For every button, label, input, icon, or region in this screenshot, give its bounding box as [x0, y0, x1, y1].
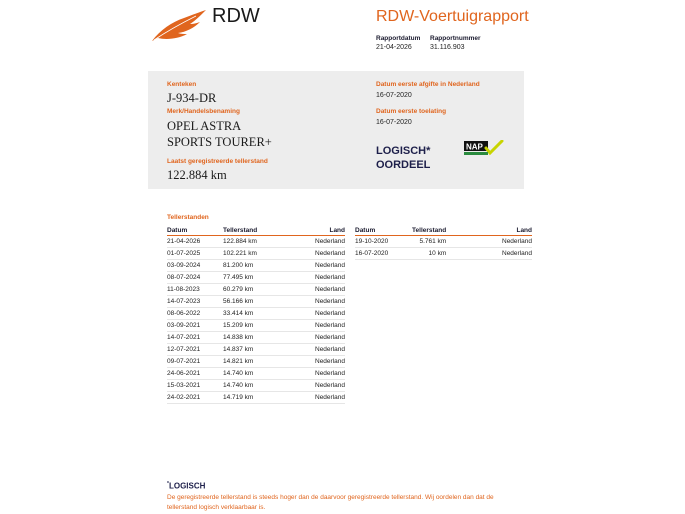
first-nl-label: Datum eerste afgifte in Nederland	[376, 81, 480, 88]
nap-check-icon	[464, 140, 504, 156]
reading-date: 14-07-2021	[167, 332, 223, 344]
reading-date: 16-07-2020	[355, 248, 412, 260]
reading-km: 14.837 km	[223, 344, 279, 356]
reading-date: 12-07-2021	[167, 344, 223, 356]
report-date: 21-04-2026	[376, 44, 412, 51]
reading-date: 08-07-2024	[167, 272, 223, 284]
table-row	[167, 332, 345, 344]
table-row	[167, 296, 345, 308]
reading-km: 60.279 km	[223, 284, 279, 296]
reading-country: Nederland	[446, 236, 532, 248]
reading-km: 102.221 km	[223, 248, 279, 260]
reading-km: 5.761 km	[412, 236, 446, 248]
reading-country: Nederland	[279, 236, 345, 248]
reading-date: 19-10-2020	[355, 236, 412, 248]
license-plate: J-934-DR	[167, 91, 217, 105]
reading-date: 21-04-2026	[167, 236, 223, 248]
footnote-text: De geregistreerde tellerstand is steeds hoger dan de daarvoor geregistreerde tellerstand. Wij oordelen dan dat de tellerstand logisch verklaarbaar is.	[167, 494, 494, 511]
reading-country: Nederland	[446, 248, 532, 260]
reading-country: Nederland	[279, 320, 345, 332]
col-country-header: Land	[446, 226, 532, 236]
table-row	[167, 368, 345, 380]
reading-date: 15-03-2021	[167, 380, 223, 392]
table-row	[355, 248, 532, 260]
reading-date: 01-07-2025	[167, 248, 223, 260]
reading-date: 03-09-2021	[167, 320, 223, 332]
reading-km: 14.821 km	[223, 356, 279, 368]
odometer-label: Laatst geregistreerde tellerstand	[167, 158, 268, 165]
reading-km: 14.838 km	[223, 332, 279, 344]
reading-country: Nederland	[279, 380, 345, 392]
reading-country: Nederland	[279, 356, 345, 368]
table-header-row	[167, 226, 345, 236]
reading-country: Nederland	[279, 284, 345, 296]
reading-country: Nederland	[279, 308, 345, 320]
reading-date: 11-08-2023	[167, 284, 223, 296]
reading-date: 08-06-2022	[167, 308, 223, 320]
verdict-line-2: OORDEEL	[376, 159, 431, 171]
reading-km: 14.719 km	[223, 392, 279, 404]
table-row	[167, 272, 345, 284]
col-km-header: Tellerstand	[412, 227, 447, 234]
verdict	[376, 144, 430, 172]
make-line-1: OPEL ASTRA	[167, 119, 242, 133]
reading-km: 14.740 km	[223, 380, 279, 392]
rdw-logo-icon	[150, 8, 208, 44]
first-admission-label: Datum eerste toelating	[376, 108, 447, 115]
col-date-header: Datum	[167, 226, 223, 236]
reading-km: 14.740 km	[223, 368, 279, 380]
plate-label: Kenteken	[167, 81, 197, 88]
table-header-row	[355, 226, 532, 236]
table-row	[167, 320, 345, 332]
brand-name: RDW	[212, 5, 260, 27]
report-number: 31.116.903	[430, 44, 465, 51]
table-row	[167, 260, 345, 272]
report-date-label: Rapportdatum	[376, 35, 421, 42]
report-title: RDW-Voertuigrapport	[376, 8, 529, 25]
reading-km: 15.209 km	[223, 320, 279, 332]
table-row	[167, 308, 345, 320]
reading-km: 77.495 km	[223, 272, 279, 284]
table-row	[167, 356, 345, 368]
readings-table-right	[355, 226, 532, 260]
readings-table-left	[167, 226, 345, 404]
table-row	[167, 236, 345, 248]
table-row	[355, 236, 532, 248]
reading-date: 24-06-2021	[167, 368, 223, 380]
col-date-header: Datum	[355, 226, 412, 236]
reading-km: 33.414 km	[223, 308, 279, 320]
reading-date: 09-07-2021	[167, 356, 223, 368]
col-country-header: Land	[279, 226, 345, 236]
reading-date: 03-09-2024	[167, 260, 223, 272]
readings-title: Tellerstanden	[167, 214, 209, 221]
reading-date: 14-07-2023	[167, 296, 223, 308]
first-admission-date: 16-07-2020	[376, 119, 412, 126]
col-km-header: Tellerstand	[223, 226, 279, 236]
table-row	[167, 248, 345, 260]
reading-country: Nederland	[279, 392, 345, 404]
table-row	[167, 344, 345, 356]
reading-date: 24-02-2021	[167, 392, 223, 404]
footnote-marker: *	[167, 481, 169, 487]
reading-km: 122.884 km	[223, 236, 279, 248]
reading-country: Nederland	[279, 260, 345, 272]
verdict-line-1: LOGISCH*	[376, 145, 431, 157]
reading-km: 56.166 km	[223, 296, 279, 308]
report-number-label: Rapportnummer	[430, 35, 481, 42]
reading-country: Nederland	[279, 272, 345, 284]
nap-text: NAP	[466, 142, 483, 152]
footnote-title	[167, 481, 205, 491]
last-odometer: 122.884 km	[167, 168, 227, 182]
make-line-2: SPORTS TOURER+	[167, 135, 272, 149]
table-row	[167, 392, 345, 404]
footnote-title-text: LOGISCH	[168, 481, 206, 491]
make-label: Merk/Handelsbenaming	[167, 108, 240, 115]
first-nl-date: 16-07-2020	[376, 92, 412, 99]
reading-country: Nederland	[279, 332, 345, 344]
reading-country: Nederland	[279, 368, 345, 380]
reading-country: Nederland	[279, 296, 345, 308]
table-row	[167, 380, 345, 392]
reading-country: Nederland	[279, 344, 345, 356]
reading-km: 10 km	[412, 248, 446, 260]
reading-km: 81.200 km	[223, 260, 279, 272]
table-row	[167, 284, 345, 296]
reading-country: Nederland	[279, 248, 345, 260]
